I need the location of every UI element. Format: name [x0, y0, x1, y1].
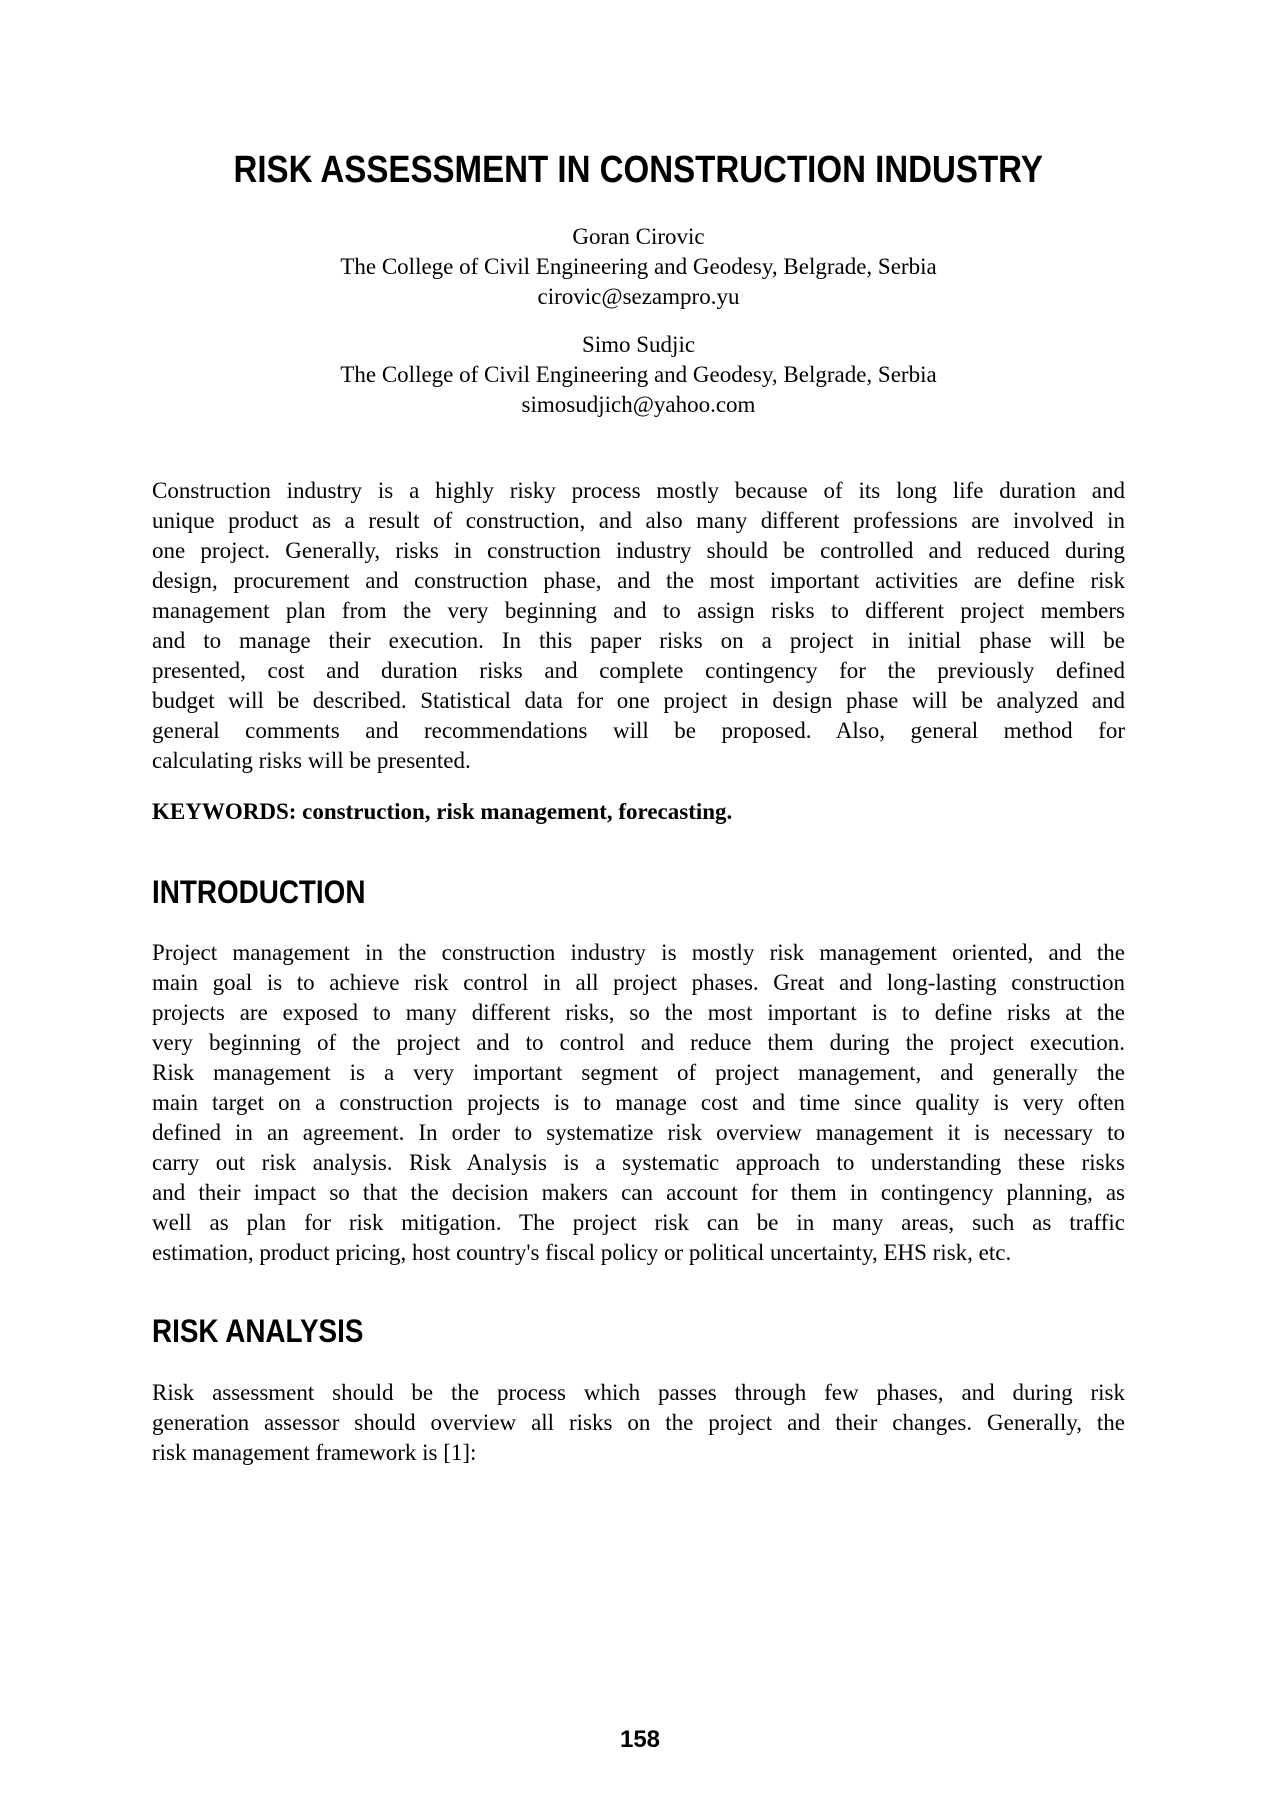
text-line: main goal is to achieve risk control in all project phases. Great and long-lasting construction [152, 970, 1125, 995]
text-line: Risk management is a very important segment of project management, and generally the [152, 1060, 1125, 1085]
risk-analysis-paragraph [152, 1378, 1125, 1468]
page-title [152, 146, 1125, 194]
keywords-line: KEYWORDS: construction, risk management, forecasting. [152, 799, 733, 824]
text-line: budget will be described. Statistical data for one project in design phase will be analyzed and [152, 688, 1125, 713]
text-line: Risk assessment should be the process which passes through few phases, and during risk [152, 1380, 1125, 1405]
text-line: and to manage their execution. In this paper risks on a project in initial phase will be [152, 628, 1125, 653]
text-line: defined in an agreement. In order to systematize risk overview management it is necessary to [152, 1120, 1125, 1145]
section-heading-text: RISK ANALYSIS [152, 1313, 364, 1349]
text-line: Project management in the construction industry is mostly risk management oriented, and the [152, 940, 1125, 965]
text-line: presented, cost and duration risks and complete contingency for the previously defined [152, 658, 1125, 683]
author-name: Goran Cirovic [572, 224, 705, 249]
text-line: estimation, product pricing, host country's fiscal policy or political uncertainty, EHS risk, etc. [152, 1240, 1012, 1265]
text-line: Construction industry is a highly risky process mostly because of its long life duration and [152, 478, 1125, 503]
page-number: 158 [619, 1726, 661, 1753]
section-heading-introduction [152, 872, 1125, 912]
section-heading-text: INTRODUCTION [152, 874, 366, 910]
author-affiliation: The College of Civil Engineering and Geodesy, Belgrade, Serbia [340, 362, 937, 387]
text-line: carry out risk analysis. Risk Analysis is a systematic approach to understanding these risks [152, 1150, 1125, 1175]
text-line: well as plan for risk mitigation. The project risk can be in many areas, such as traffic [152, 1210, 1125, 1235]
text-line: generation assessor should overview all risks on the project and their changes. Generally, the [152, 1410, 1125, 1435]
text-line: general comments and recommendations will be proposed. Also, general method for [152, 718, 1125, 743]
author-email: cirovic@sezampro.yu [537, 284, 740, 309]
author-name: Simo Sudjic [581, 332, 696, 357]
text-line: calculating risks will be presented. [152, 748, 471, 773]
author-block [152, 330, 1125, 420]
text-line: unique product as a result of construction, and also many different professions are involved in [152, 508, 1125, 533]
author-block [152, 222, 1125, 312]
text-line: projects are exposed to many different risks, so the most important is to define risks at the [152, 1000, 1125, 1025]
text-line: one project. Generally, risks in construction industry should be controlled and reduced during [152, 538, 1125, 563]
text-line: risk management framework is [1]: [152, 1440, 477, 1465]
text-line: very beginning of the project and to control and reduce them during the project execution. [152, 1030, 1125, 1055]
page-title-text: RISK ASSESSMENT IN CONSTRUCTION INDUSTRY [233, 149, 1044, 191]
section-heading-risk-analysis [152, 1311, 1125, 1351]
text-line: management plan from the very beginning and to assign risks to different project members [152, 598, 1125, 623]
author-email: simosudjich@yahoo.com [521, 392, 756, 417]
author-affiliation: The College of Civil Engineering and Geodesy, Belgrade, Serbia [340, 254, 937, 279]
text-line: main target on a construction projects is to manage cost and time since quality is very often [152, 1090, 1125, 1115]
abstract-paragraph [152, 476, 1125, 776]
text-line: and their impact so that the decision makers can account for them in contingency planning, as [152, 1180, 1125, 1205]
text-line: design, procurement and construction phase, and the most important activities are define risk [152, 568, 1125, 593]
introduction-paragraph [152, 938, 1125, 1268]
